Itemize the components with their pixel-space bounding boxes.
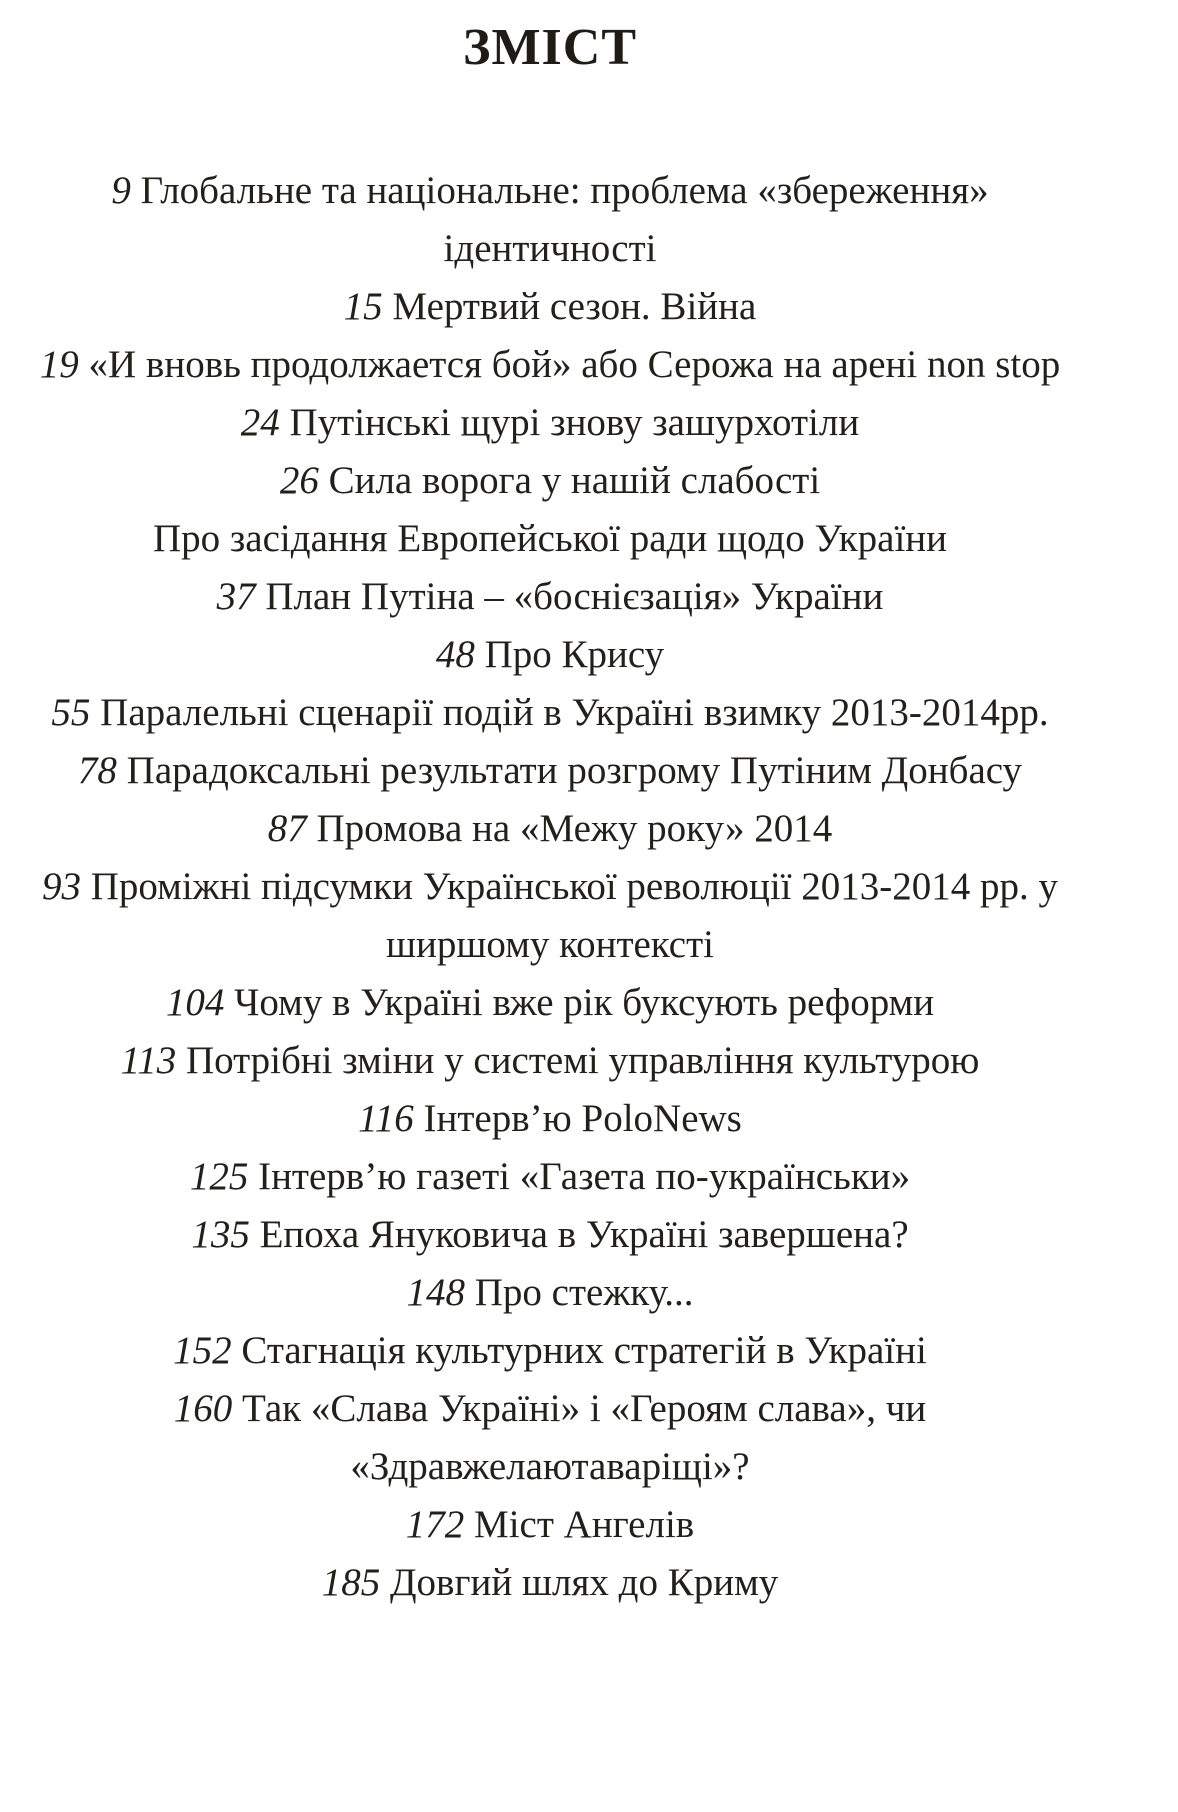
toc-entry xyxy=(0,1496,1100,1554)
toc-entry-title: Інтерв’ю газеті «Газета по-українськи» xyxy=(258,1155,911,1198)
toc-entry xyxy=(0,626,1100,684)
toc-entry xyxy=(0,1322,1100,1380)
toc-entry xyxy=(0,1148,1100,1206)
toc-entry-title: Міст Ангелів xyxy=(474,1503,695,1546)
toc-page-number: 160 xyxy=(173,1387,233,1430)
toc-entry xyxy=(0,1380,1100,1496)
toc-page-number: 152 xyxy=(173,1329,232,1372)
toc-page-number: 55 xyxy=(51,691,91,734)
toc-entry xyxy=(0,1264,1100,1322)
toc-page-number: 19 xyxy=(39,343,79,386)
toc-entry-title: Про стежку... xyxy=(474,1271,694,1314)
toc-entry-title: Про засідання Европейської ради щодо України xyxy=(152,517,948,560)
toc-heading: ЗМІСТ xyxy=(463,19,637,76)
toc-entry xyxy=(0,1206,1100,1264)
toc-entry xyxy=(0,452,1100,510)
toc-entry-title: Путінські щурі знову зашурхотіли xyxy=(289,401,860,444)
toc-list xyxy=(0,162,1100,1612)
toc-entry-title: Чому в Україні вже рік буксують реформи xyxy=(234,981,935,1024)
toc-entry-title: Проміжні підсумки Української революції 2013-2014 рр. у ширшому контексті xyxy=(90,865,1059,966)
toc-page-number: 87 xyxy=(267,807,307,850)
toc-entry-title: Паралельні сценарії подій в Україні взимку 2013-2014рр. xyxy=(100,691,1049,734)
toc-entry xyxy=(0,974,1100,1032)
toc-page-number: 37 xyxy=(216,575,256,618)
toc-entry-title: Довгий шлях до Криму xyxy=(389,1561,779,1604)
toc-entry xyxy=(0,162,1100,278)
toc-entry xyxy=(0,336,1100,394)
toc-page-number: 48 xyxy=(435,633,475,676)
toc-entry-title: Так «Слава Україні» і «Героям слава», чи «Здравжелаютаваріщі»? xyxy=(242,1387,927,1488)
toc-entry-title: Глобальне та національне: проблема «збереження» ідентичності xyxy=(140,169,989,270)
toc-page-number: 116 xyxy=(358,1097,414,1140)
toc-page-number: 93 xyxy=(41,865,81,908)
toc-entry xyxy=(0,1032,1100,1090)
toc-entry-title: Промова на «Межу року» 2014 xyxy=(316,807,833,850)
toc-page-number: 125 xyxy=(189,1155,249,1198)
toc-page-number: 104 xyxy=(165,981,225,1024)
toc-page-number: 113 xyxy=(120,1039,177,1082)
toc-page-number: 148 xyxy=(406,1271,465,1314)
toc-page-number: 172 xyxy=(405,1503,465,1546)
toc-entry xyxy=(0,394,1100,452)
toc-entry-title: Епоха Януковича в Україні завершена? xyxy=(259,1213,909,1256)
toc-entry-title: Стагнація культурних стратегій в Україні xyxy=(241,1329,927,1372)
toc-entry xyxy=(0,510,1100,568)
toc-entry xyxy=(0,568,1100,626)
toc-entry xyxy=(0,278,1100,336)
toc-entry-title: Про Крису xyxy=(484,633,665,676)
toc-entry-title: «И вновь продолжается бой» або Серожа на арені non stop xyxy=(88,343,1061,386)
toc-entry xyxy=(0,1090,1100,1148)
toc-page-number: 15 xyxy=(343,285,383,328)
toc-entry xyxy=(0,858,1100,974)
toc-entry xyxy=(0,684,1100,742)
toc-page-number: 185 xyxy=(321,1561,381,1604)
toc-entry xyxy=(0,742,1100,800)
toc-page-number: 78 xyxy=(77,749,117,792)
toc-page-number: 24 xyxy=(240,401,280,444)
toc-page-number: 26 xyxy=(279,459,319,502)
toc-entry-title: Парадоксальні результати розгрому Путіним Донбасу xyxy=(126,749,1023,792)
toc-entry-title: План Путіна – «боснієзація» України xyxy=(265,575,884,618)
toc-entry xyxy=(0,1554,1100,1612)
toc-entry-title: Мертвий сезон. Війна xyxy=(392,285,757,328)
toc-entry-title: Інтерв’ю PoloNews xyxy=(423,1097,742,1140)
toc-entry-title: Сила ворога у нашій слабості xyxy=(328,459,821,502)
toc-entry-title: Потрібні зміни у системі управління культурою xyxy=(185,1039,980,1082)
toc-entry xyxy=(0,800,1100,858)
toc-page-number: 135 xyxy=(191,1213,250,1256)
toc-page-number: 9 xyxy=(111,169,131,212)
